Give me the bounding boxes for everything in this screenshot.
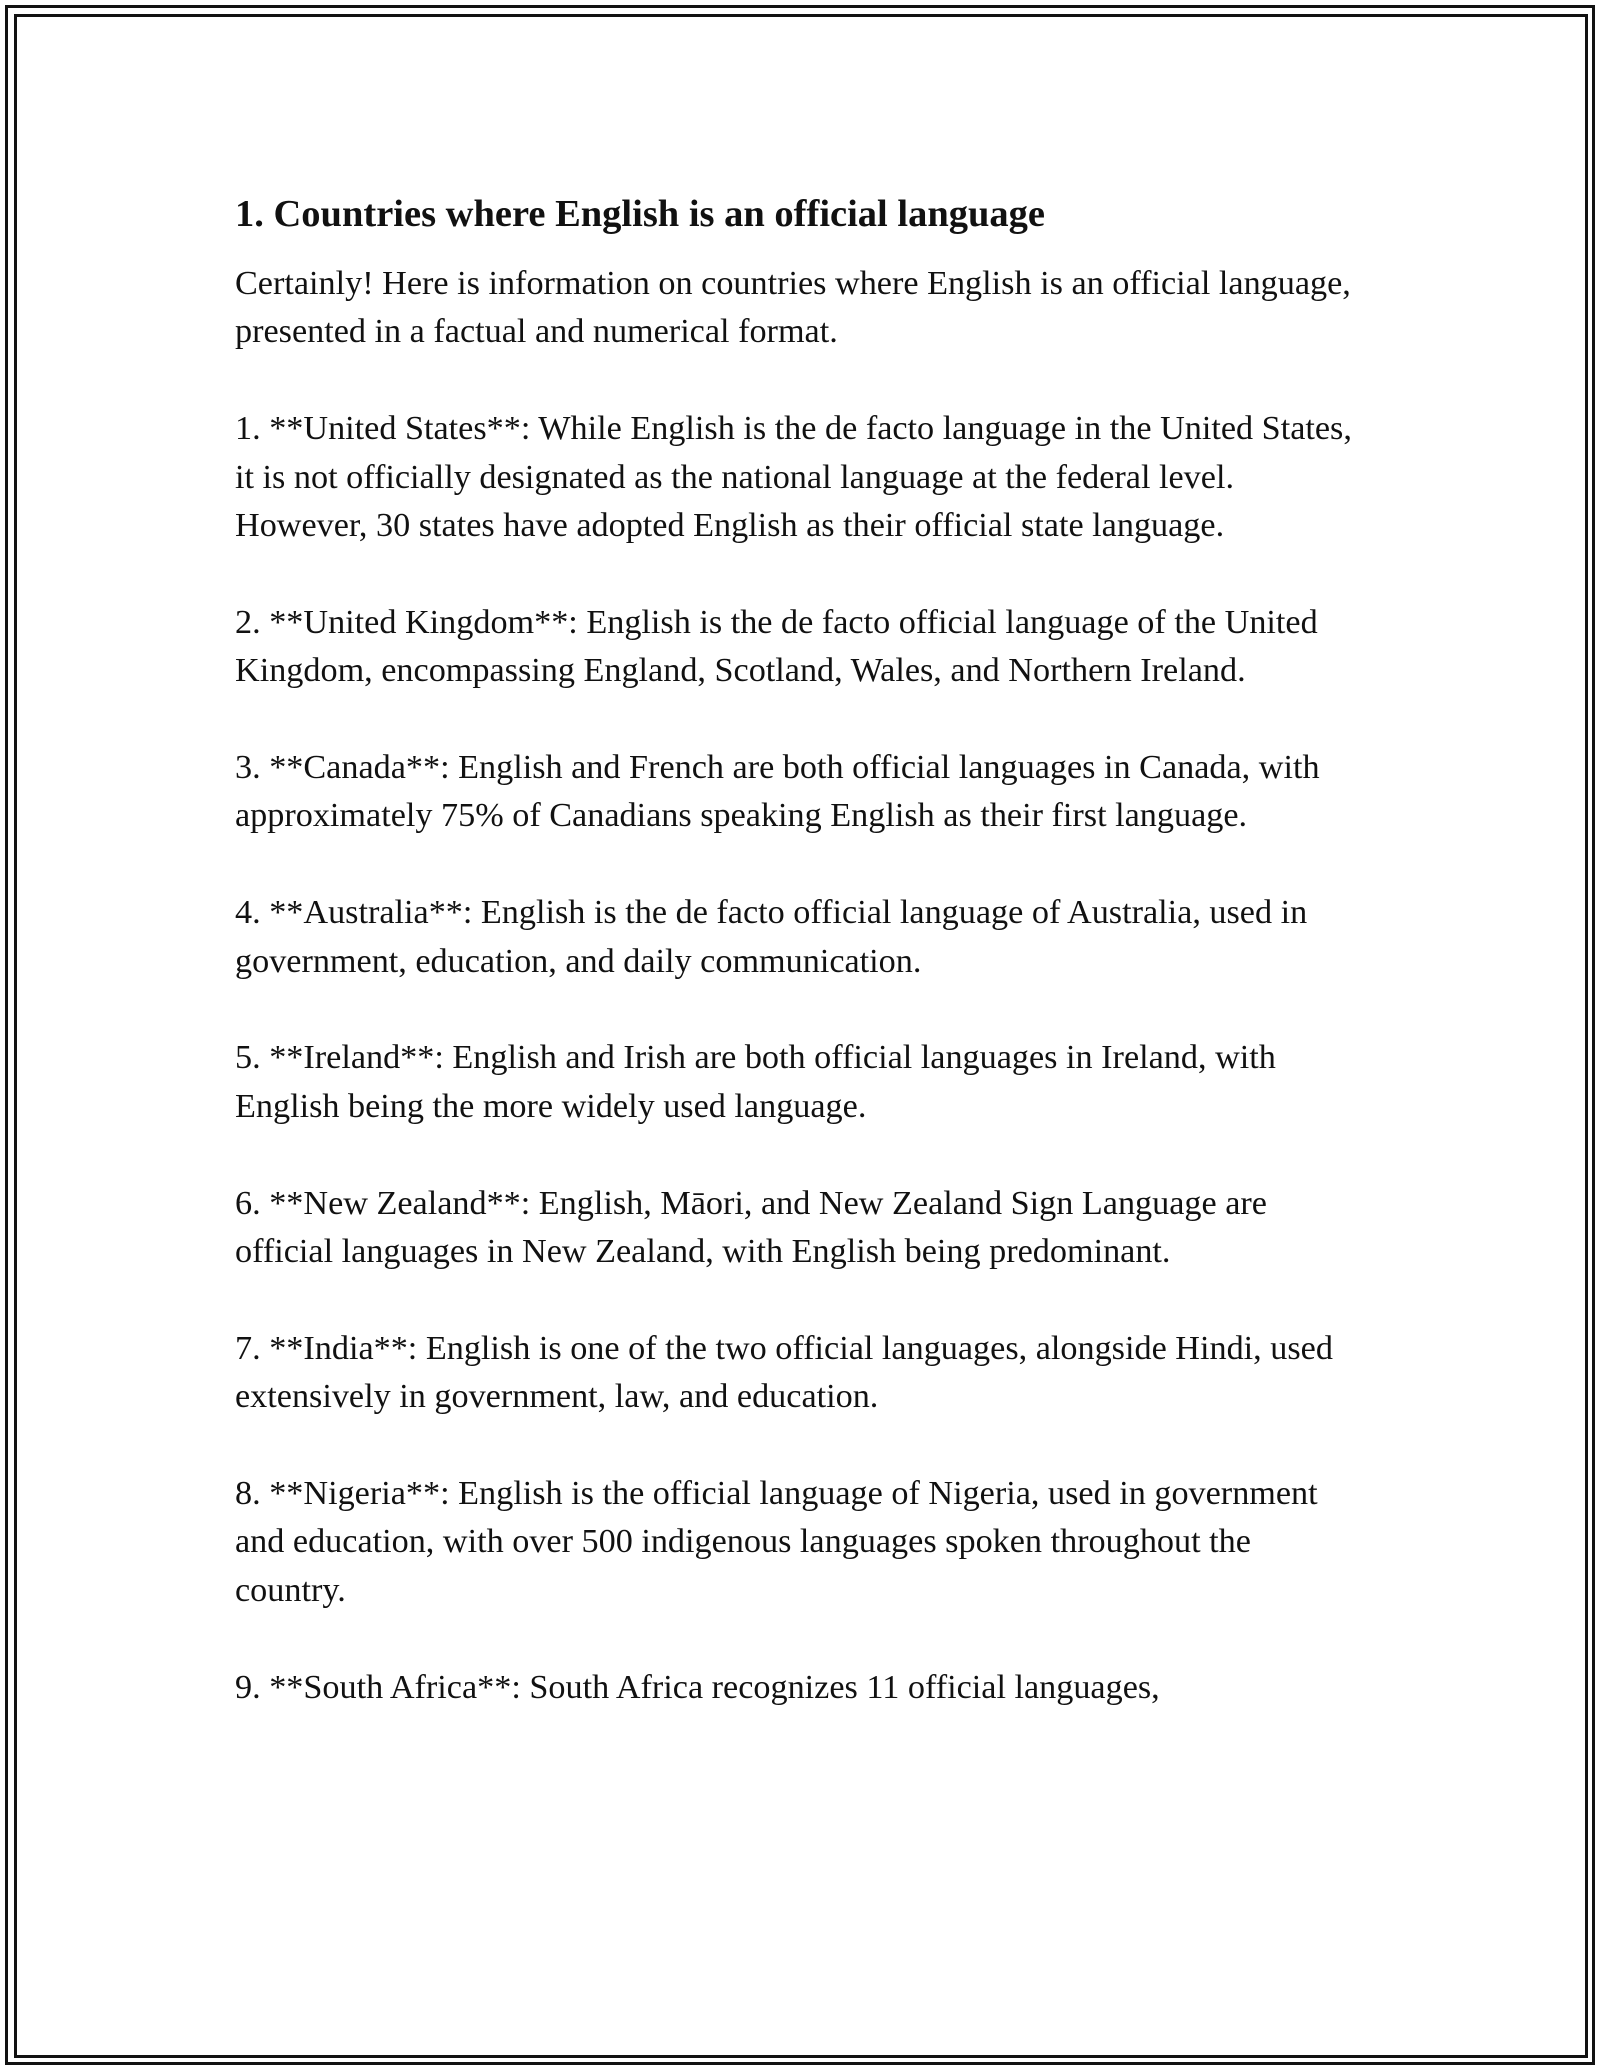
list-item-nigeria: 8. **Nigeria**: English is the official language of Nigeria, used in government and education, with over 500 indigenous languages spoken throughout the country. [235, 1475, 1318, 1609]
page-title: 1. Countries where English is an official language [235, 193, 1045, 235]
list-item-united-kingdom: 2. **United Kingdom**: English is the de facto official language of the United Kingdom, encompassing England, Scotland, Wales, and Northern Ireland. [235, 603, 1318, 690]
list-item-ireland: 5. **Ireland**: English and Irish are both official languages in Ireland, with English being the more widely used language. [235, 1039, 1276, 1125]
list-item-united-states: 1. **United States**: While English is the de facto language in the United States, it is not officially designated as the national language at the federal level. However, 30 states have adopted English as their official state language. [235, 410, 1352, 545]
list-item-canada: 3. **Canada**: English and French are both official languages in Canada, with approximately 75% of Canadians speaking English as their first language. [235, 749, 1320, 835]
list-item-south-africa: 9. **South Africa**: South Africa recognizes 11 official languages, [235, 1668, 1160, 1706]
list-item-australia: 4. **Australia**: English is the de facto official language of Australia, used in government, education, and daily communication. [235, 894, 1308, 980]
list-item-india: 7. **India**: English is one of the two official languages, alongside Hindi, used extensively in government, law, and education. [235, 1329, 1333, 1416]
list-item-new-zealand: 6. **New Zealand**: English, Māori, and New Zealand Sign Language are official languages in New Zealand, with English being predominant. [235, 1184, 1267, 1271]
document-body [235, 186, 1360, 1760]
intro-paragraph: Certainly! Here is information on countries where English is an official language, presented in a factual and numerical format. [235, 265, 1351, 351]
